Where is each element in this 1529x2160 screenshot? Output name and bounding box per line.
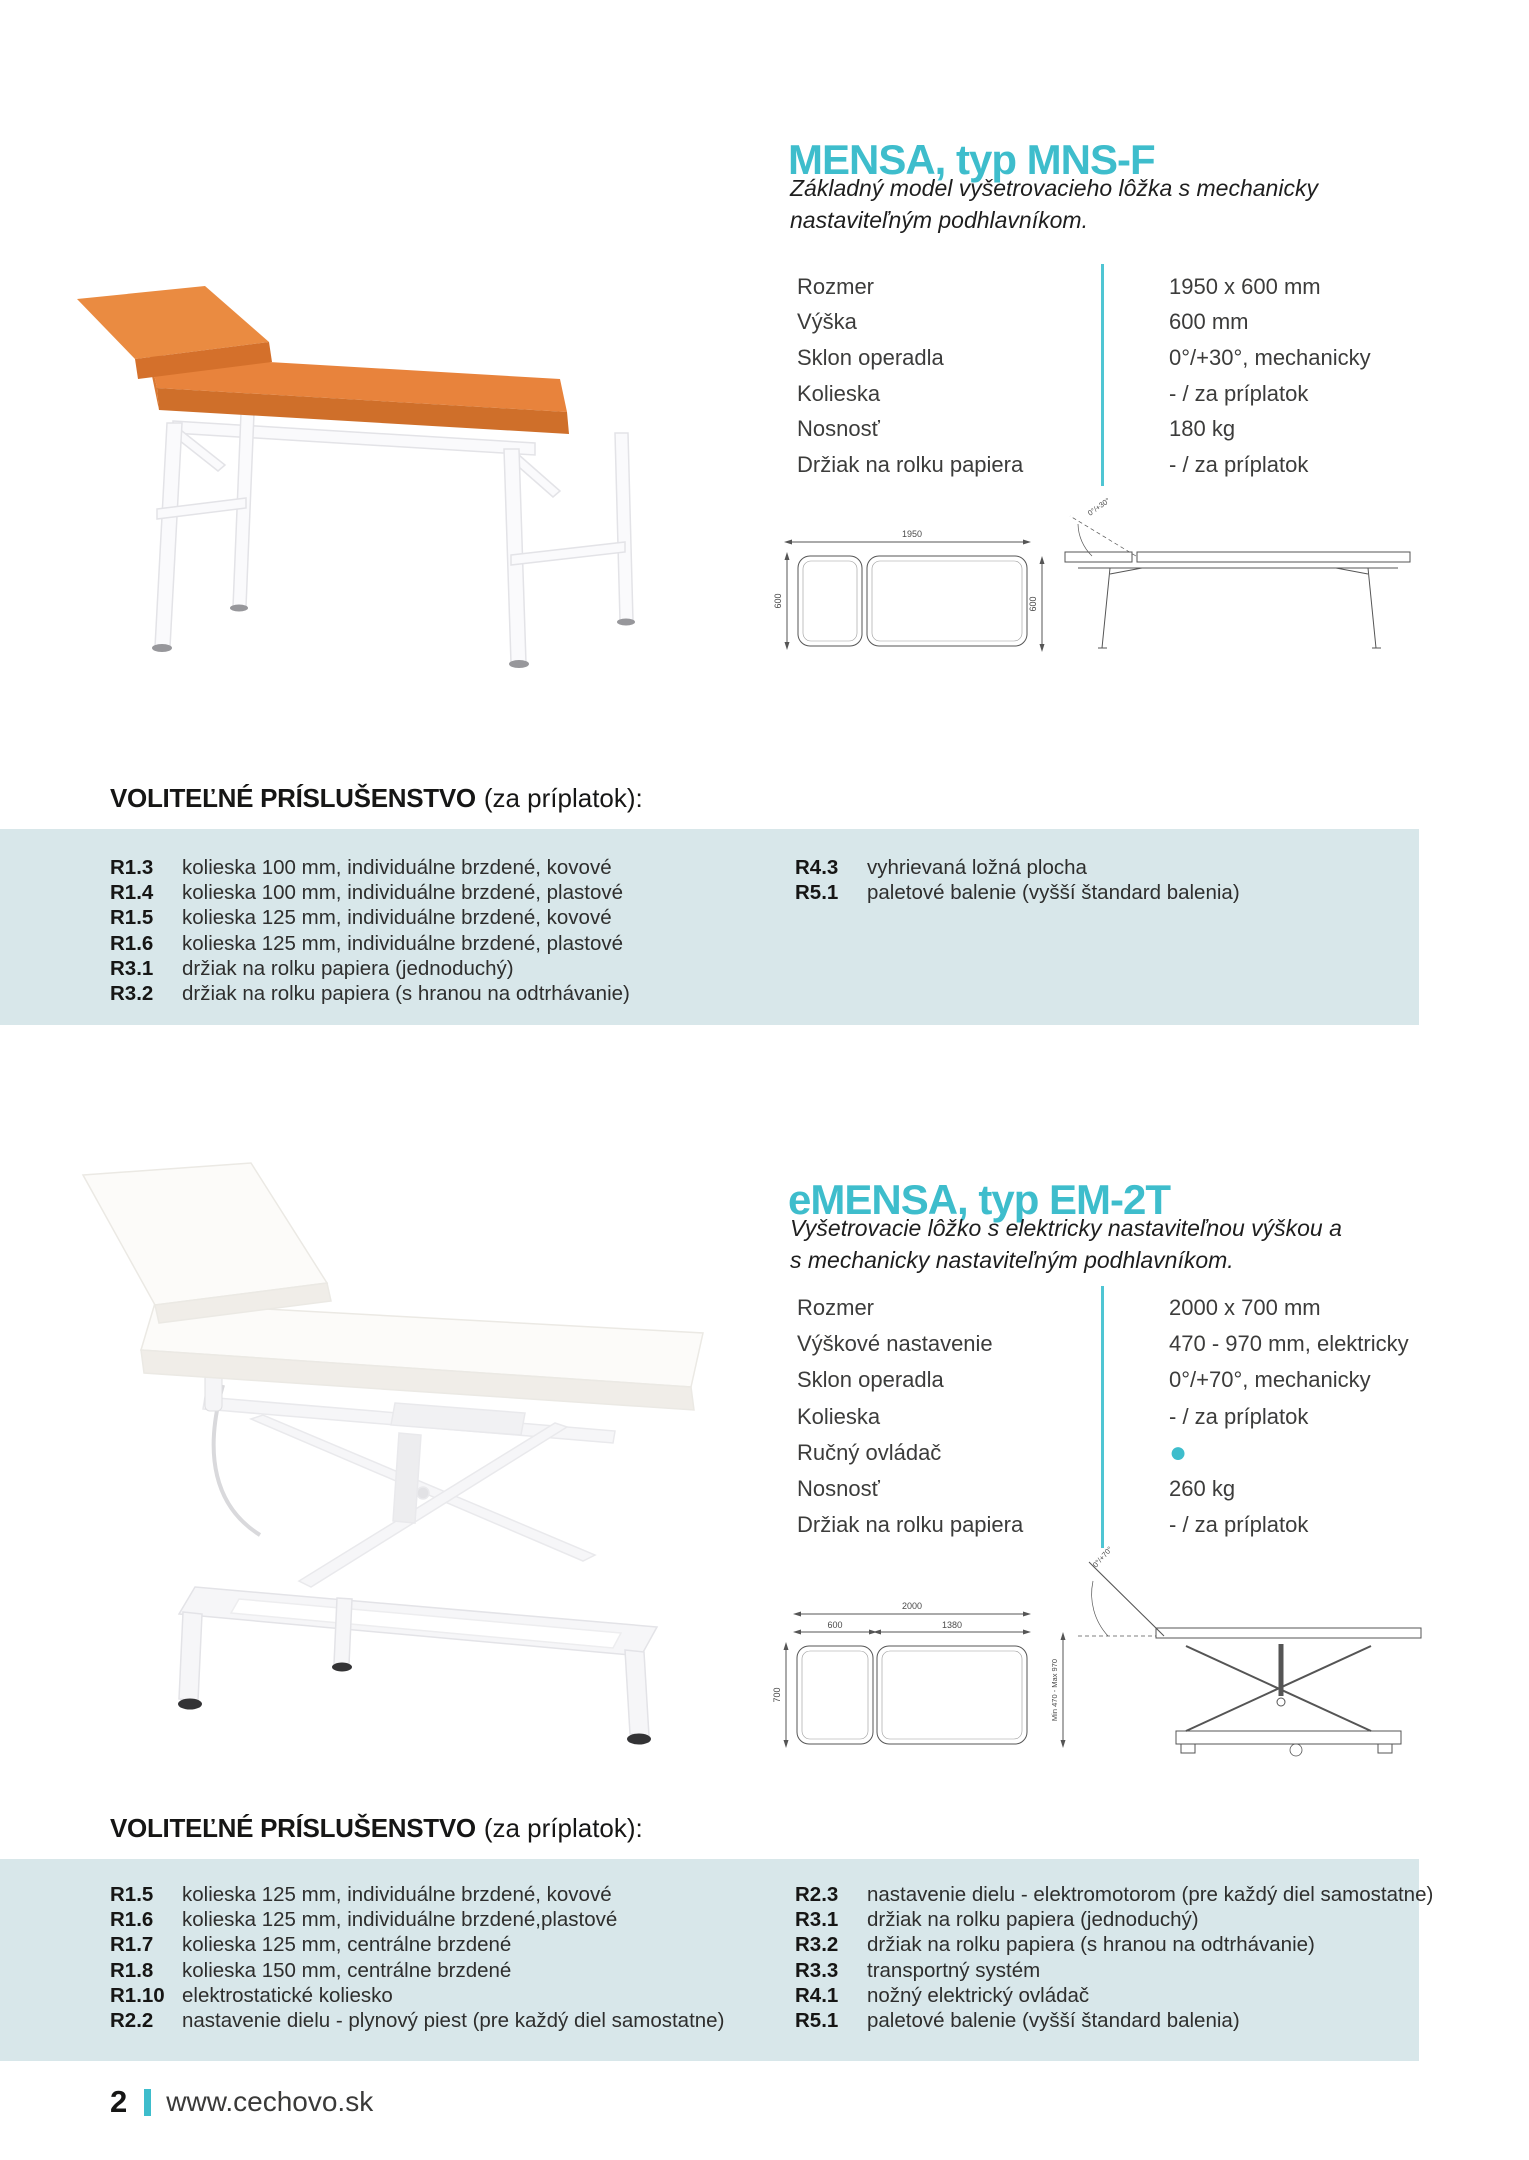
product-title-mns-f: MENSA, typ MNS-F (788, 136, 1155, 184)
spec-label: Držiak na rolku papiera (797, 1512, 1024, 1538)
spec-value: 180 kg (1169, 416, 1236, 442)
accessories-list-right-em-2t (795, 1882, 1433, 2034)
accessory-code: R1.5 (110, 906, 154, 930)
product-description-em-2t: Vyšetrovacie lôžko s elektricky nastaviteľnou výškou a s mechanicky nastaviteľným podhlavníkom. (790, 1215, 1342, 1274)
accessories-heading-mns-f (110, 783, 643, 814)
accessory-item (795, 1933, 1433, 1958)
spec-value: - / za príplatok (1169, 1512, 1309, 1538)
accessory-code: R3.1 (795, 1907, 839, 1931)
spec-row (797, 340, 1371, 376)
accessory-item (795, 1983, 1433, 2008)
accessory-code: R2.3 (795, 1882, 839, 1906)
accessory-item (795, 880, 1240, 905)
accessory-item (110, 855, 630, 880)
spec-label: Výška (797, 309, 857, 335)
accessory-text: nastavenie dielu - elektromotorom (pre každý diel samostatne) (867, 1882, 1434, 1906)
spec-row: Ručný ovládač ● (797, 1435, 1188, 1469)
accessory-text: paletové balenie (vyšší štandard balenia) (867, 2009, 1240, 2033)
accessory-text: vyhrievaná ložná plocha (867, 855, 1087, 879)
accessory-text: kolieska 150 mm, centrálne brzdené (182, 1958, 512, 1982)
spec-value: 1950 x 600 mm (1169, 273, 1321, 299)
accessory-code: R1.6 (110, 1907, 154, 1931)
accessory-text: paletové balenie (vyšší štandard balenia) (867, 880, 1240, 904)
spec-value: - / za príplatok (1169, 451, 1309, 477)
accessory-text: kolieska 125 mm, centrálne brzdené (182, 1933, 512, 1957)
base-feet (178, 1663, 651, 1745)
accessories-heading-rest: (za príplatok): (483, 1813, 643, 1843)
white-upholstery (83, 1163, 703, 1410)
spec-value: - / za príplatok (1169, 380, 1309, 406)
footer-accent-bar (144, 2089, 151, 2116)
accessory-item (110, 1882, 724, 1907)
spec-row (797, 376, 1371, 412)
page-number: 2 (110, 2084, 128, 2119)
dim-height: 600 (1028, 596, 1038, 612)
spec-label: Nosnosť (797, 416, 880, 442)
spec-row (797, 269, 1371, 305)
spec-row (797, 447, 1371, 483)
accessories-list-left-mns-f (110, 855, 630, 1007)
spec-label: Kolieska (797, 1403, 881, 1429)
accessory-code: R4.1 (795, 1983, 839, 2007)
accessory-item (110, 931, 630, 956)
lift-mechanism (203, 1397, 615, 1587)
accessory-item (110, 1933, 724, 1958)
accessory-text: kolieska 100 mm, individuálne brzdené, plastové (182, 880, 624, 904)
spec-label: Držiak na rolku papiera (797, 451, 1024, 477)
dim-body-length: 1380 (941, 1620, 963, 1630)
base-frame (179, 1587, 657, 1736)
accessory-text: nožný elektrický ovládač (867, 1983, 1090, 2007)
spec-row (797, 305, 1371, 341)
accessory-code: R1.6 (110, 931, 154, 955)
spec-label: Výškové nastavenie (797, 1331, 993, 1357)
product-photo-em-2t (55, 1135, 745, 1785)
accessory-item (110, 956, 630, 981)
spec-row (797, 411, 1371, 447)
website-url: www.cechovo.sk (166, 2086, 374, 2117)
accessory-item (110, 1907, 724, 1932)
accessories-heading-rest: (za príplatok): (483, 783, 643, 813)
accessories-list-right-mns-f (795, 855, 1240, 906)
drawing-top-view (786, 1614, 1027, 1744)
spec-label: Nosnosť (797, 1476, 880, 1502)
accessory-code: R3.1 (110, 956, 154, 980)
accessory-text: držiak na rolku papiera (jednoduchý) (867, 1907, 1199, 1931)
drawing-side-view (1042, 516, 1410, 648)
accessory-text: elektrostatické koliesko (182, 1983, 393, 2007)
table-feet (152, 605, 635, 669)
spec-value: 260 kg (1169, 1476, 1236, 1502)
technical-drawing-mns-f (770, 490, 1440, 670)
spec-label: Kolieska (797, 380, 881, 406)
dim-height-range: Min 470 - Max 970 (1050, 1658, 1059, 1722)
accessory-text: kolieska 125 mm, individuálne brzdené, kovové (182, 906, 612, 930)
accessory-item (110, 1958, 724, 1983)
spec-value: 600 mm (1169, 309, 1249, 335)
accessory-code: R5.1 (795, 880, 839, 904)
accessory-text: transportný systém (867, 1958, 1041, 1982)
spec-label: Sklon operadla (797, 1367, 944, 1393)
spec-value: 0°/+70°, mechanicky (1169, 1367, 1371, 1393)
accessory-text: nastavenie dielu - plynový piest (pre každý diel samostatne) (182, 2009, 725, 2033)
accessory-text: kolieska 125 mm, individuálne brzdené,plastové (182, 1907, 618, 1931)
accessory-code: R3.2 (795, 1933, 839, 1957)
dim-angle: 0°/+70° (1090, 1544, 1115, 1570)
spec-table-mns-f (797, 269, 1371, 483)
accessory-item (110, 880, 630, 905)
accessory-item (795, 1882, 1433, 1907)
drawing-top-view (787, 542, 1027, 646)
dim-angle: 0°/+30° (1085, 495, 1112, 518)
accessories-heading-em-2t (110, 1813, 643, 1844)
product-title-em-2t: eMENSA, typ EM-2T (788, 1176, 1171, 1224)
accessory-item (795, 1907, 1433, 1932)
accessory-code: R1.3 (110, 855, 154, 879)
accessories-heading-bold: VOLITEĽNÉ PRÍSLUŠENSTVO (110, 1813, 476, 1843)
orange-upholstery (77, 286, 569, 434)
dim-length: 2000 (901, 1601, 923, 1611)
accessory-code: R1.5 (110, 1882, 154, 1906)
accessories-heading-bold: VOLITEĽNÉ PRÍSLUŠENSTVO (110, 783, 476, 813)
drawing-side-view (1063, 1562, 1421, 1756)
accessory-text: kolieska 125 mm, individuálne brzdené, kovové (182, 1882, 612, 1906)
spec-value: 0°/+30°, mechanicky (1169, 344, 1371, 370)
accessory-item (795, 855, 1240, 880)
accessory-code: R1.10 (110, 1983, 165, 2007)
accessory-code: R1.4 (110, 880, 154, 904)
accessory-item (110, 981, 630, 1006)
product-description-mns-f: Základný model vyšetrovacieho lôžka s mechanicky nastaviteľným podhlavníkom. (790, 175, 1318, 234)
accessory-text: kolieska 125 mm, individuálne brzdené, plastové (182, 931, 624, 955)
accessory-text: kolieska 100 mm, individuálne brzdené, kovové (182, 855, 612, 879)
spec-label: Ručný ovládač (797, 1439, 942, 1465)
accessory-item (795, 2008, 1433, 2033)
accessory-text: držiak na rolku papiera (s hranou na odtrhávanie) (182, 982, 630, 1006)
spec-label: Rozmer (797, 273, 875, 299)
dim-length: 1950 (901, 529, 923, 539)
accessory-code: R3.2 (110, 982, 154, 1006)
product-photo-mns-f (55, 255, 745, 675)
technical-drawing-em-2t (756, 1536, 1446, 1786)
spec-table-divider (1101, 264, 1104, 486)
spec-value: 470 - 970 mm, elektricky (1169, 1331, 1409, 1357)
accessory-code: R2.2 (110, 2009, 154, 2033)
accessory-item (795, 1958, 1433, 1983)
dim-width: 600 (773, 593, 783, 609)
accessory-code: R4.3 (795, 855, 839, 879)
dim-head-length: 600 (827, 1620, 843, 1630)
spec-table-divider (1101, 1286, 1104, 1548)
accessory-item (110, 1983, 724, 2008)
accessory-text: držiak na rolku papiera (s hranou na odtrhávanie) (867, 1933, 1315, 1957)
accessory-item (110, 2008, 724, 2033)
accessory-text: držiak na rolku papiera (jednoduchý) (182, 956, 514, 980)
accessory-code: R5.1 (795, 2009, 839, 2033)
spec-label: Rozmer (797, 1295, 875, 1321)
accessory-item (110, 906, 630, 931)
page-footer (110, 2084, 373, 2120)
spec-value: - / za príplatok (1169, 1403, 1309, 1429)
spec-value: 2000 x 700 mm (1169, 1295, 1321, 1321)
spec-label: Sklon operadla (797, 344, 944, 370)
accessory-code: R1.7 (110, 1933, 154, 1957)
accessory-code: R1.8 (110, 1958, 154, 1982)
dim-width: 700 (772, 1687, 782, 1703)
accessory-code: R3.3 (795, 1958, 839, 1982)
accessories-list-left-em-2t (110, 1882, 724, 2034)
table-legs (155, 413, 633, 663)
